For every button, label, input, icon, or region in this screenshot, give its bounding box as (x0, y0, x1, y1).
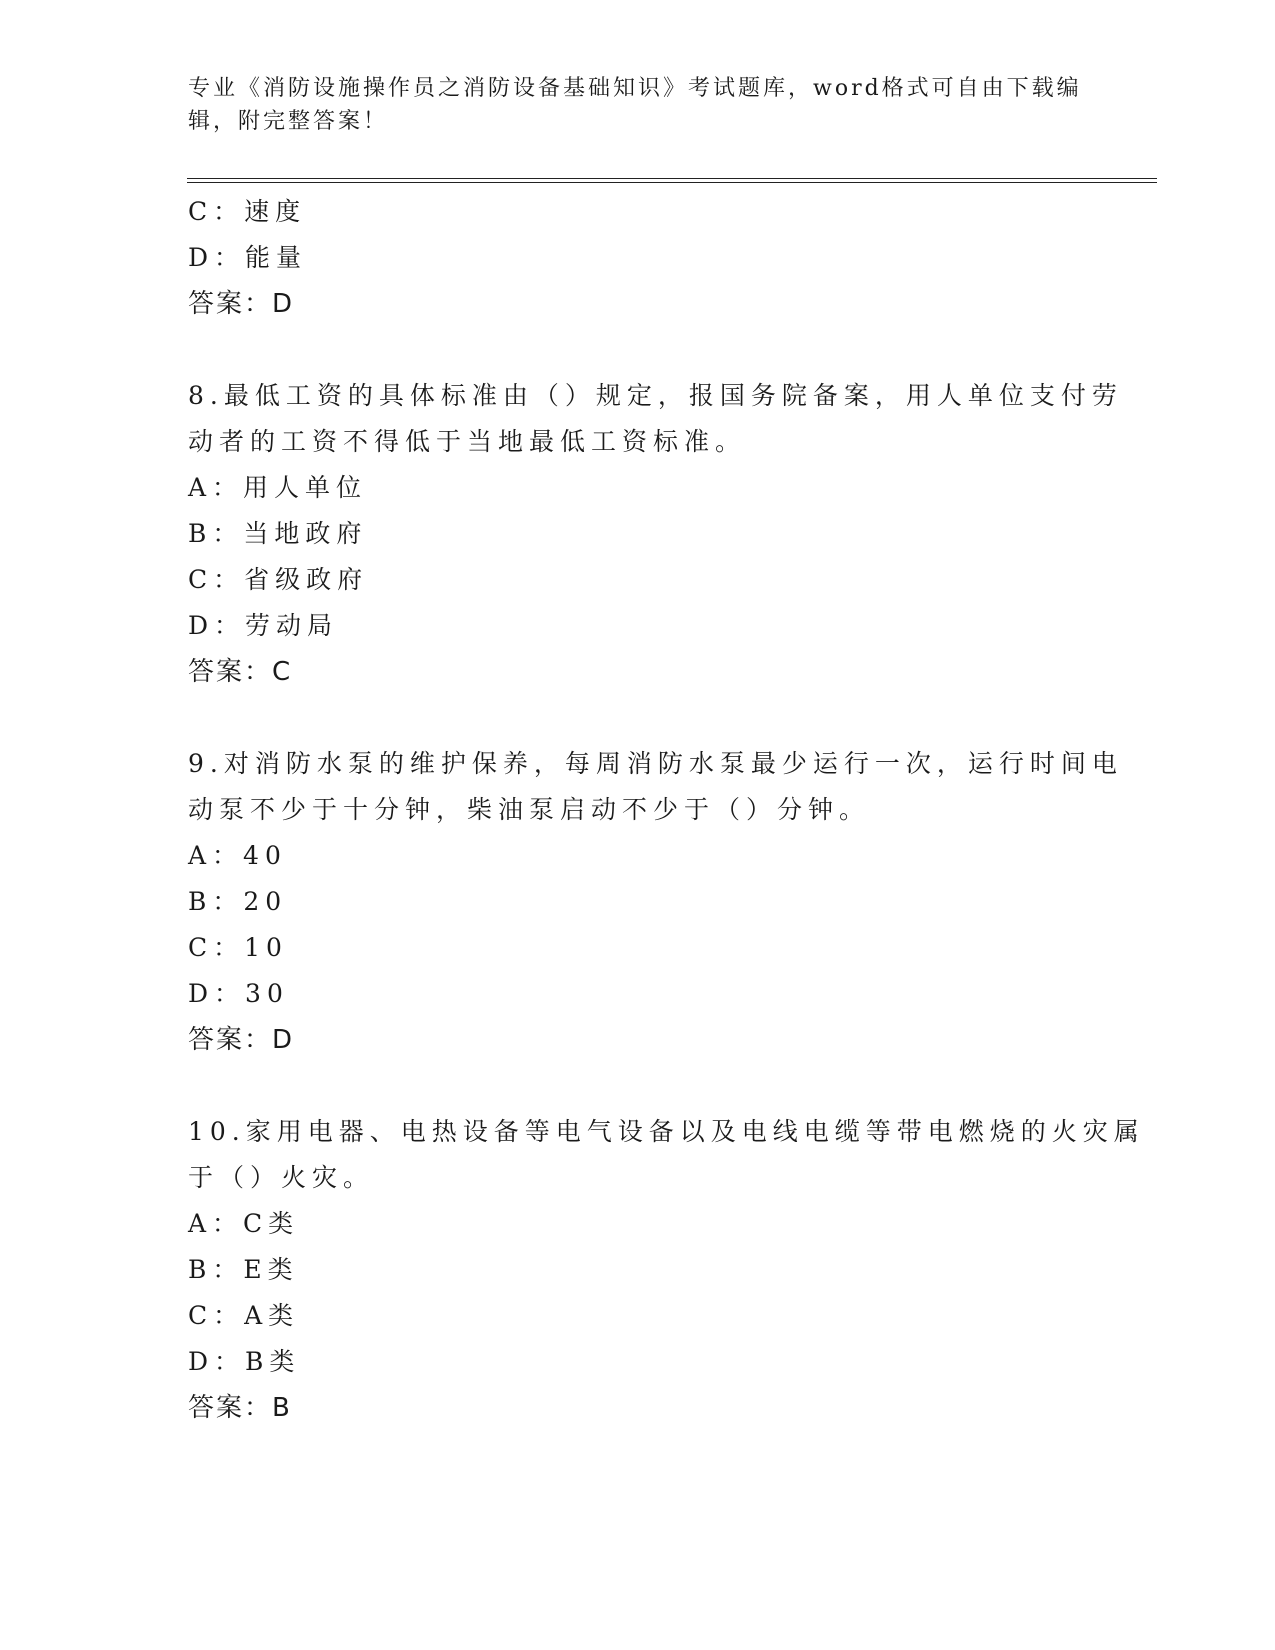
option-c: C：省级政府 (188, 565, 369, 594)
option-d: D：B类 (188, 1347, 301, 1376)
option-b: B：20 (188, 887, 288, 916)
question-text-line: 10.家用电器、电热设备等电气设备以及电线电缆等带电燃烧的火灾属 (188, 1117, 1145, 1146)
header-divider (187, 178, 1157, 183)
option-d: D：能量 (188, 243, 308, 272)
option-a: A：40 (188, 841, 287, 870)
question-text-line: 动者的工资不得低于当地最低工资标准。 (188, 427, 747, 456)
option-b: B：当地政府 (188, 519, 368, 548)
question-10 (188, 1109, 1145, 1431)
option-c: C：A类 (188, 1301, 300, 1330)
option-d: D：劳动局 (188, 611, 339, 640)
page-header (188, 72, 1088, 138)
question-text-line: 9.对消防水泵的维护保养，每周消防水泵最少运行一次，运行时间电 (188, 749, 1123, 778)
spacer (188, 695, 1088, 741)
option-b: B：E类 (188, 1255, 299, 1284)
answer-line: 答案：D (188, 289, 295, 319)
question-8 (188, 373, 1123, 695)
previous-question-tail (188, 189, 1088, 327)
question-9 (188, 741, 1123, 1063)
question-text-line: 动泵不少于十分钟，柴油泵启动不少于（）分钟。 (188, 795, 871, 824)
option-a: A：用人单位 (188, 473, 368, 502)
option-d: D：30 (188, 979, 289, 1008)
option-c: C：10 (188, 933, 288, 962)
option-a: A：C类 (188, 1209, 300, 1238)
spacer (188, 1063, 1088, 1109)
answer-line: 答案：B (188, 1393, 292, 1423)
question-text-line: 8.最低工资的具体标准由（）规定，报国务院备案，用人单位支付劳 (188, 381, 1123, 410)
answer-line: 答案：C (188, 657, 293, 687)
header-text: 专业《消防设施操作员之消防设备基础知识》考试题库，word格式可自由下载编辑，附完整答案！ (188, 76, 1082, 134)
answer-line: 答案：D (188, 1025, 295, 1055)
option-c: C：速度 (188, 197, 307, 226)
spacer (188, 327, 1088, 373)
document-body (188, 189, 1145, 1431)
question-text-line: 于（）火灾。 (188, 1163, 375, 1192)
